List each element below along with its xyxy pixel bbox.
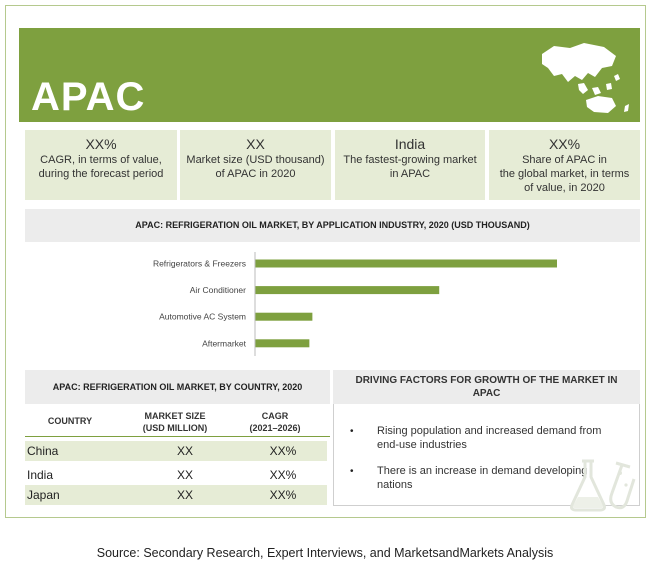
bar <box>255 339 309 347</box>
table-row <box>25 465 327 485</box>
application-bar-chart <box>25 248 640 360</box>
country-market-size: XX <box>176 488 193 502</box>
category-label: Refrigerators & Freezers <box>152 258 246 269</box>
country-market-size: XX <box>176 444 193 458</box>
category-label: Air Conditioner <box>189 285 246 296</box>
driver-item <box>377 424 632 452</box>
stat-global-share-value: XX% <box>548 136 581 152</box>
drivers-title-line2: APAC <box>472 388 501 399</box>
bullet-icon: • <box>350 466 354 477</box>
drivers-title <box>333 370 640 404</box>
driver-item-line1: Rising population and increased demand from <box>377 425 602 437</box>
bullet-icon: • <box>350 426 354 437</box>
drivers-title-line1: DRIVING FACTORS FOR GROWTH OF THE MARKET IN <box>355 375 618 386</box>
stat-cagr <box>25 130 177 200</box>
col-header-cagr-line1: CAGR <box>261 411 289 421</box>
stat-market-size <box>180 130 331 200</box>
stat-fastest-growing <box>335 130 485 200</box>
col-header-cagr-line2: (2021–2026) <box>249 423 301 433</box>
driver-item-line1: There is an increase in demand developing <box>377 465 588 477</box>
flask-icon <box>568 455 636 513</box>
asia-pacific-map-icon <box>532 40 637 116</box>
category-label: Automotive AC System <box>159 311 246 322</box>
bar <box>255 260 557 268</box>
bar <box>255 313 312 321</box>
stat-market-size-value: XX <box>246 136 265 152</box>
country-cagr: XX% <box>269 488 297 502</box>
stat-cagr-line2: during the forecast period <box>38 168 164 180</box>
table-row <box>25 485 327 505</box>
table-header-divider <box>25 436 330 437</box>
stat-market-size-line1: Market size (USD thousand) <box>186 154 325 166</box>
stat-global-share-line2: the global market, in terms <box>499 168 630 180</box>
region-title: APAC <box>31 75 146 119</box>
stat-fastest-growing-value: India <box>394 136 426 152</box>
stat-market-size-line2: of APAC in 2020 <box>215 168 296 180</box>
category-label: Aftermarket <box>202 338 246 349</box>
stat-fastest-growing-line2: in APAC <box>389 168 431 180</box>
country-name: India <box>27 468 54 482</box>
driver-item-line2: nations <box>377 479 413 491</box>
source-note: Source: Secondary Research, Expert Interviews, and MarketsandMarkets Analysis <box>96 546 554 560</box>
col-header-market-size-line2: (USD MILLION) <box>142 423 208 433</box>
col-header-market-size <box>125 410 225 434</box>
stat-cagr-value: XX% <box>85 136 117 152</box>
stat-fastest-growing-line1: The fastest-growing market <box>343 154 477 166</box>
country-cagr: XX% <box>269 444 297 458</box>
country-name: China <box>27 444 59 458</box>
stat-global-share <box>489 130 640 200</box>
driver-item-line2: end-use industries <box>377 439 467 451</box>
stat-global-share-line1: Share of APAC in <box>522 154 607 166</box>
col-header-market-size-line1: MARKET SIZE <box>144 411 206 421</box>
table-row <box>25 441 327 461</box>
col-header-country: COUNTRY <box>47 416 93 426</box>
stat-cagr-line1: CAGR, in terms of value, <box>40 154 162 166</box>
country-name: Japan <box>27 488 60 502</box>
country-cagr: XX% <box>269 468 297 482</box>
col-header-cagr <box>225 410 325 434</box>
country-table-title: APAC: REFRIGERATION OIL MARKET, BY COUNTRY, 2020 <box>25 370 330 404</box>
chart-title: APAC: REFRIGERATION OIL MARKET, BY APPLICATION INDUSTRY, 2020 (USD THOUSAND) <box>25 209 640 242</box>
country-market-size: XX <box>176 468 193 482</box>
bar <box>255 286 439 294</box>
stat-global-share-line3: of value, in 2020 <box>524 182 605 194</box>
